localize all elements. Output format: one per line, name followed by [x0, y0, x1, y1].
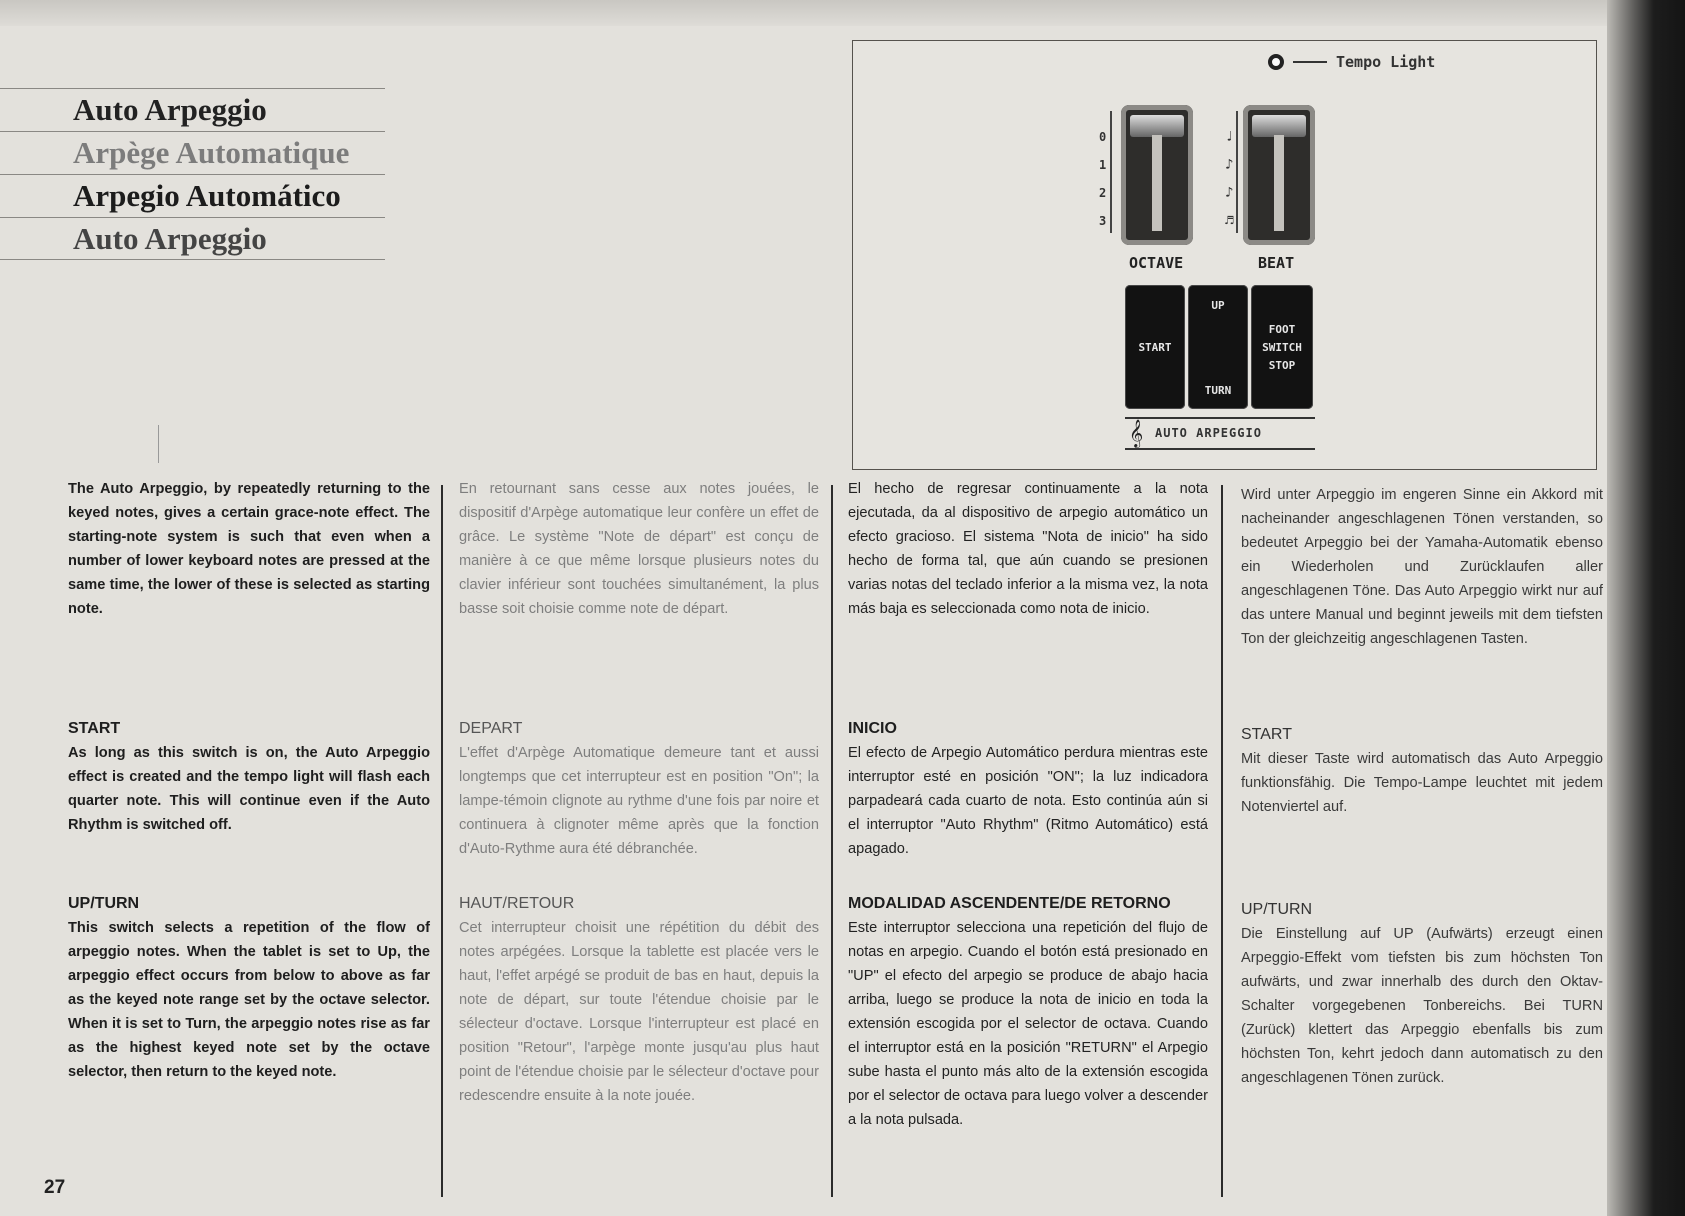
- spanish-column: [848, 477, 1208, 1128]
- english-column: [68, 477, 430, 1080]
- octave-scale-1: 1: [1099, 158, 1107, 172]
- spanish-start-heading: INICIO: [848, 720, 897, 737]
- german-start-section: [1241, 723, 1603, 819]
- eighth-note-icon: ♪: [1225, 185, 1234, 201]
- english-upturn-section: [68, 892, 430, 1084]
- french-intro: En retournant sans cesse aux notes jouées, le dispositif d'Arpège automatique leur confère un effet de grâce. Le système "Note de départ" est conçu de manière à ce que même lorsque plusieurs notes du clavier inférieur sont touchées simultanément, la plus basse soit choisie comme note de départ.: [459, 481, 819, 617]
- octave-slider-track: [1152, 135, 1162, 231]
- beat-scale-line: [1236, 111, 1238, 233]
- german-upturn-heading: UP/TURN: [1241, 901, 1313, 918]
- title-french: Arpège Automatique: [0, 131, 385, 174]
- octave-scale-0: 0: [1099, 130, 1107, 144]
- up-label: UP: [1211, 299, 1225, 312]
- spanish-upturn-text: Este interruptor selecciona una repetición del flujo de notas en arpegio. Cuando el botón está presionado en "UP" el efecto del arpegio se produce de abajo hacia arriba, luego se produce la nota de inicio en toda la extensión escogida por el selector de octava. Cuando el interruptor está en la posición "RETURN" el Arpegio sube hasta el punto más alto de la extensión escogida por el selector de octava para luego volver a descender a la nota pulsada.: [848, 920, 1208, 1128]
- title-block: [0, 88, 385, 260]
- up-turn-button: [1188, 285, 1248, 409]
- eighth-note-icon: ♪: [1225, 157, 1234, 173]
- spanish-start-text: El efecto de Arpegio Automático perdura mientras este interruptor esté en posición "ON"; la luz indicadora parpadeará cada cuarto de nota. Esto continúa aún si el interruptor "Auto Rhythm" (Ritmo Automático) está apagado.: [848, 745, 1208, 857]
- beat-slider: [1243, 105, 1315, 245]
- tempo-lamp-icon: [1268, 54, 1284, 70]
- german-start-heading: START: [1241, 726, 1292, 743]
- octave-scale-2: 2: [1099, 186, 1107, 200]
- column-divider: [831, 485, 833, 1197]
- callout-leader-line: [1293, 61, 1327, 63]
- column-divider: [1221, 485, 1223, 1197]
- octave-slider-cap: [1130, 115, 1184, 137]
- page-number: 27: [44, 1177, 66, 1198]
- label-rule-top: [1125, 417, 1315, 419]
- french-upturn-section: [459, 892, 819, 1108]
- label-rule-bottom: [1125, 448, 1315, 450]
- octave-scale: [1099, 123, 1106, 235]
- octave-slider: [1121, 105, 1193, 245]
- spanish-upturn-heading: MODALIDAD ASCENDENTE/DE RETORNO: [848, 895, 1171, 912]
- spanish-upturn-section: [848, 892, 1208, 1132]
- french-start-section: [459, 717, 819, 861]
- start-button: [1125, 285, 1185, 409]
- english-intro: The Auto Arpeggio, by repeatedly returning to the keyed notes, gives a certain grace-note effect. The starting-note system is such that even when a number of lower keyboard notes are pressed at the same time, the lower of these is selected as starting note.: [68, 481, 430, 617]
- german-upturn-text: Die Einstellung auf UP (Aufwärts) erzeugt einen Arpeggio-Effekt vom tiefsten bis zum höchsten Ton aufwärts, und zwar innerhalb des durch den Oktav-Schalter vorgegebenen Tonbereichs. Bei TURN (Zurück) klettert das Arpeggio ebenfalls bis zum höchsten Ton, kehrt jedoch dann automatisch zu den angeschlagenen Tönen zurück.: [1241, 926, 1603, 1086]
- english-upturn-heading: UP/TURN: [68, 895, 140, 912]
- octave-label: OCTAVE: [1129, 254, 1184, 272]
- german-column: [1241, 483, 1603, 1086]
- tempo-light-callout: [1268, 53, 1435, 71]
- german-start-text: Mit dieser Taste wird automatisch das Auto Arpeggio funktionsfähig. Die Tempo-Lampe leuchtet mit jedem Notenviertel auf.: [1241, 751, 1603, 815]
- french-start-text: L'effet d'Arpège Automatique demeure tant et aussi longtemps que cet interrupteur est en position "On"; la lampe-témoin clignote au rythme d'une fois par noire et continuera à clignoter même après que la fonction d'Auto-Rythme aura été débranchée.: [459, 745, 819, 857]
- title-spanish: Arpegio Automático: [0, 174, 385, 217]
- sixteenth-note-icon: ♬: [1225, 213, 1234, 229]
- english-start-heading: START: [68, 720, 121, 737]
- auto-arpeggio-label: AUTO ARPEGGIO: [1155, 426, 1262, 440]
- english-start-text: As long as this switch is on, the Auto Arpeggio effect is created and the tempo light will flash each quarter note. This will continue even if the Auto Rhythm is switched off.: [68, 745, 430, 833]
- german-intro: Wird unter Arpeggio im engeren Sinne ein Akkord mit nacheinander angeschlagenen Tönen verstanden, so bedeutet Arpeggio bei der Yamaha-Automatik ebenso ein Wiederholen und Zurücklaufen aller angeschlagenen Töne. Das Auto Arpeggio wirkt nur auf das untere Manual und beginnt jeweils mit dem tiefsten Ton der gleichzeitig angeschlagenen Tasten.: [1241, 487, 1603, 647]
- turn-label: TURN: [1204, 384, 1232, 397]
- beat-label: BEAT: [1258, 254, 1295, 272]
- control-panel-diagram: [852, 40, 1597, 470]
- french-upturn-heading: HAUT/RETOUR: [459, 895, 575, 912]
- stray-mark: [158, 425, 159, 463]
- english-start-section: [68, 717, 430, 837]
- french-upturn-text: Cet interrupteur choisit une répétition du débit des notes arpégées. Lorsque la tablette est placée vers le haut, l'effet arpégé se produit de bas en haut, depuis la note de départ, sur toute l'étendue choisie par le sélecteur d'octave. Lorsque l'interrupteur est placé en position "Retour", l'arpège monte jusqu'au plus haut point de l'étendue choisie par le sélecteur d'octave pour redescendre ensuite à la note jouée.: [459, 920, 819, 1104]
- start-button-label: START: [1138, 341, 1172, 354]
- spanish-intro: El hecho de regresar continuamente a la nota ejecutada, da al dispositivo de arpegio automático un efecto gracioso. El sistema "Nota de inicio" ha sido hecho de forma tal, que aún cuando se presionen varias notas del teclado inferior a la misma vez, la nota más baja es seleccionada como nota de inicio.: [848, 481, 1208, 617]
- foot-switch-label: FOOT SWITCH STOP: [1262, 323, 1302, 372]
- book-spine-edge: [1607, 0, 1685, 1216]
- french-start-heading: DEPART: [459, 720, 523, 737]
- spanish-start-section: [848, 717, 1208, 861]
- treble-clef-icon: 𝄞: [1129, 419, 1144, 447]
- french-column: [459, 477, 819, 1104]
- title-english: Auto Arpeggio: [0, 88, 385, 131]
- beat-slider-cap: [1252, 115, 1306, 137]
- german-upturn-section: [1241, 898, 1603, 1090]
- tempo-light-label: Tempo Light: [1336, 53, 1436, 71]
- english-upturn-text: This switch selects a repetition of the flow of arpeggio notes. When the tablet is set to Up, the arpeggio effect occurs from below to above as far as the keyed note range set by the octave selector. When it is set to Turn, the arpeggio notes rise as far as the highest keyed note set by the octave selector, then return to the keyed note.: [68, 920, 430, 1080]
- title-german: Auto Arpeggio: [0, 217, 385, 260]
- quarter-note-icon: ♩: [1225, 129, 1234, 145]
- octave-scale-line: [1110, 111, 1112, 233]
- octave-scale-3: 3: [1099, 214, 1107, 228]
- page-top-shadow: [0, 0, 1685, 26]
- foot-switch-stop-button: [1251, 285, 1313, 409]
- beat-scale-note-icons: [1225, 123, 1233, 235]
- column-divider: [441, 485, 443, 1197]
- beat-slider-track: [1274, 135, 1284, 231]
